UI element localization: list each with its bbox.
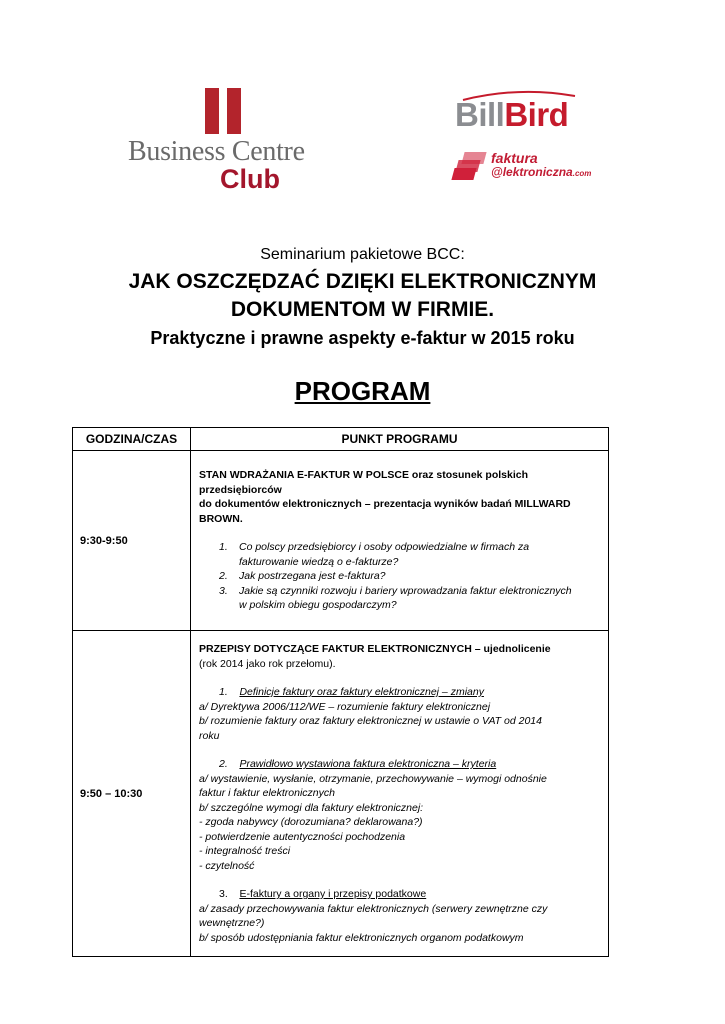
header-item: PUNKT PROGRAMU — [191, 428, 609, 451]
section-3: 3. E-faktury a organy i przepisy podatkowe a/ zasady przechowywania faktur elektronicznych (serwery zewnętrzne czy wewnętrzne?) b/ sposób udostępniania faktur elektronicznych organom podatkowym — [199, 888, 548, 944]
row-title: STAN WDRAŻANIA E-FAKTUR W POLSCE oraz stosunek polskich przedsiębiorców do dokumentów elektronicznych – prezentacja wyników badań MILLWARD BROWN. — [199, 469, 571, 525]
faktura-label: faktura — [491, 150, 538, 166]
elektroniczna-label: @lektroniczna.com — [491, 165, 592, 179]
faktura-squares-icon — [453, 152, 489, 180]
faktura-elektroniczna-logo — [453, 150, 593, 184]
section-1: 1. Definicje faktury oraz faktury elektronicznej – zmiany a/ Dyrektywa 2006/112/WE – rozumienie faktury elektronicznej b/ rozumienie faktury oraz faktury elektronicznej w ustawie o VAT od 2014 roku — [199, 686, 542, 742]
row-time: 9:50 – 10:30 — [73, 631, 191, 957]
title-line-2: DOKUMENTOM W FIRMIE. — [230, 298, 495, 321]
title-line-3: Praktyczne i prawne aspekty e-faktur w 2015 roku — [150, 328, 575, 348]
program-heading: PROGRAM — [294, 376, 431, 406]
row-content — [191, 631, 609, 957]
billbird-logo — [453, 88, 593, 188]
list-item: 3. Jakie są czynniki rozwoju i bariery wprowadzania faktur elektronicznych w polskim obiegu gospodarczym? — [219, 584, 572, 612]
header-time: GODZINA/CZAS — [73, 428, 191, 451]
title-line-1: JAK OSZCZĘDZAĆ DZIĘKI ELEKTRONICZNYM — [128, 270, 597, 293]
table-row — [73, 631, 609, 957]
list-item: 2. Jak postrzegana jest e-faktura? — [219, 570, 386, 583]
billbird-wordmark: BillBird — [455, 96, 569, 133]
row-content — [191, 451, 609, 631]
bcc-logo-club: Club — [220, 164, 280, 194]
row-time: 9:30-9:50 — [73, 451, 191, 631]
table-row — [73, 451, 609, 631]
row-title: PRZEPISY DOTYCZĄCE FAKTUR ELEKTRONICZNYCH – ujednolicenie (rok 2014 jako rok przełomu). — [199, 643, 551, 670]
question-list — [199, 540, 600, 613]
list-item: 1. Co polscy przedsiębiorcy i osoby odpowiedzialne w firmach za fakturowanie wiedzą o e-fakturze? — [219, 541, 530, 568]
program-table — [72, 427, 609, 957]
bcc-logo-text: Business Centre — [128, 136, 305, 167]
seminar-subtitle: Seminarium pakietowe BCC: — [260, 246, 465, 263]
section-2: 2. Prawidłowo wystawiona faktura elektroniczna – kryteria a/ wystawienie, wysłanie, otrzymanie, przechowywanie – wymogi odnośnie faktur i faktur elektronicznych b/ szczególne wymogi dla faktury elektronicznej: - zgoda nabywcy (dorozumiana? deklarowana?) - potwierdzenie autentyczności pochodzenia - integralność treści - czytelność — [199, 758, 547, 872]
bcc-logo — [128, 84, 328, 194]
table-header-row — [73, 428, 609, 451]
bcc-logo-mark — [205, 88, 241, 134]
